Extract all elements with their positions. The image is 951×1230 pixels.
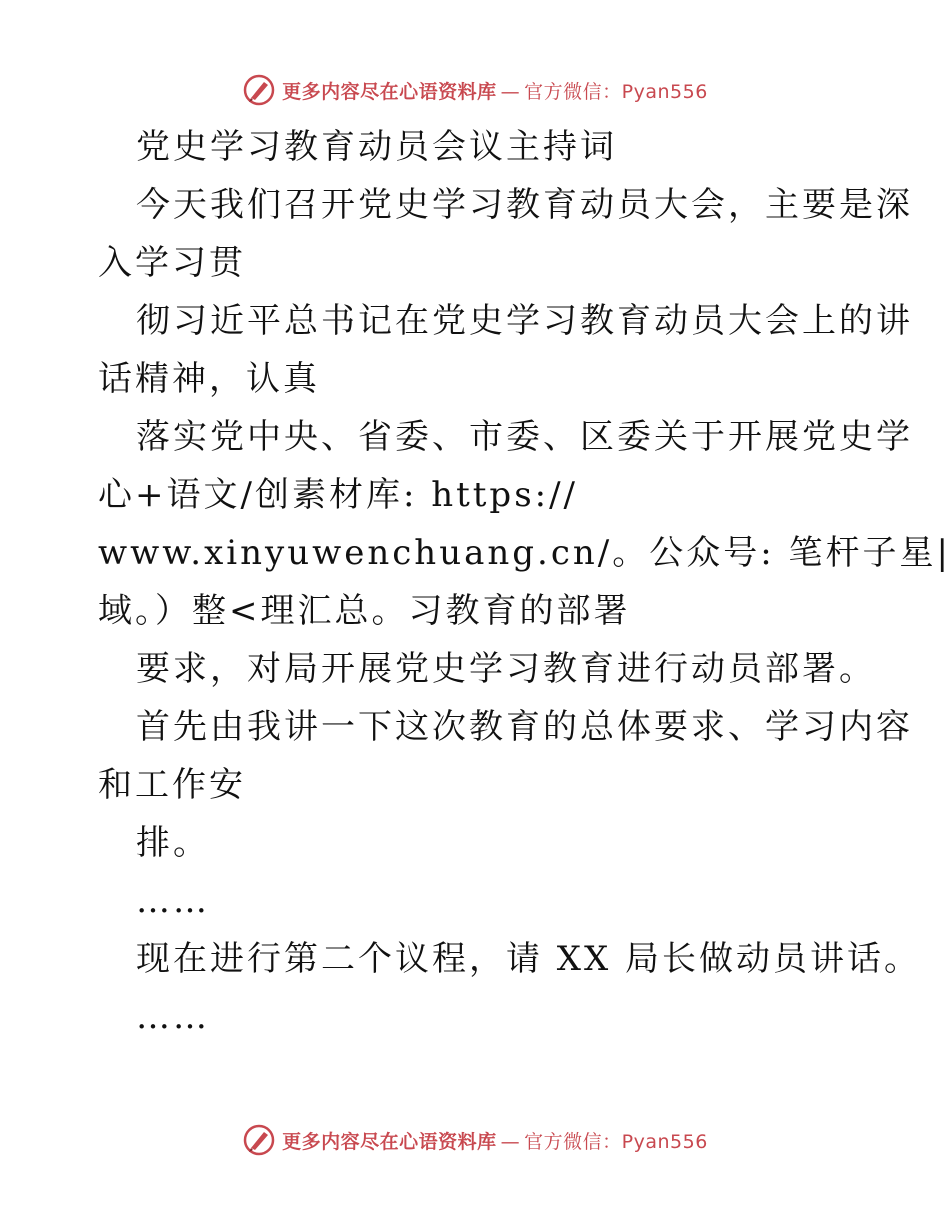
watermark-suffix: 官方微信：Pyan556 (524, 80, 708, 103)
paragraph-line: 入学习贯 (98, 243, 246, 283)
footer-watermark (0, 1120, 950, 1160)
paragraph-line: www.xinyuwenchuang.cn/。公众号: 笔杆子星| (98, 533, 951, 573)
paragraph-line: …… (136, 997, 210, 1037)
paragraph-line: 彻习近平总书记在党史学习教育动员大会上的讲 (136, 301, 913, 341)
watermark-text (282, 1127, 708, 1154)
paragraph-line: 和工作安 (98, 765, 246, 805)
paragraph-line: 今天我们召开党史学习教育动员大会，主要是深 (136, 185, 913, 225)
paragraph-line: 排。 (136, 823, 210, 863)
paragraph-line: 首先由我讲一下这次教育的总体要求、学习内容 (136, 707, 913, 747)
watermark-suffix: 官方微信：Pyan556 (524, 1130, 708, 1153)
paragraph-line: 域。）整<理汇总。习教育的部署 (98, 591, 631, 631)
watermark-brand: 更多内容尽在心语资料库 (282, 1130, 497, 1153)
paragraph-line: 要求，对局开展党史学习教育进行动员部署。 (136, 649, 876, 689)
watermark-separator: — (500, 80, 521, 103)
quill-pen-logo-icon (242, 73, 276, 107)
watermark-separator: — (500, 1130, 521, 1153)
watermark-text (282, 77, 708, 104)
watermark-brand: 更多内容尽在心语资料库 (282, 80, 497, 103)
document-body (98, 118, 951, 1046)
header-watermark (0, 70, 950, 110)
paragraph-line: 现在进行第二个议程，请 XX 局长做动员讲话。 (136, 939, 922, 979)
paragraph-line: 话精神，认真 (98, 359, 320, 399)
paragraph-line: …… (136, 881, 210, 921)
paragraph-line: 落实党中央、省委、市委、区委关于开展党史学 (136, 417, 913, 457)
quill-pen-logo-icon (242, 1123, 276, 1157)
document-title: 党史学习教育动员会议主持词 (136, 127, 617, 167)
paragraph-line: 心+语文/创素材库: https:// (98, 475, 579, 515)
